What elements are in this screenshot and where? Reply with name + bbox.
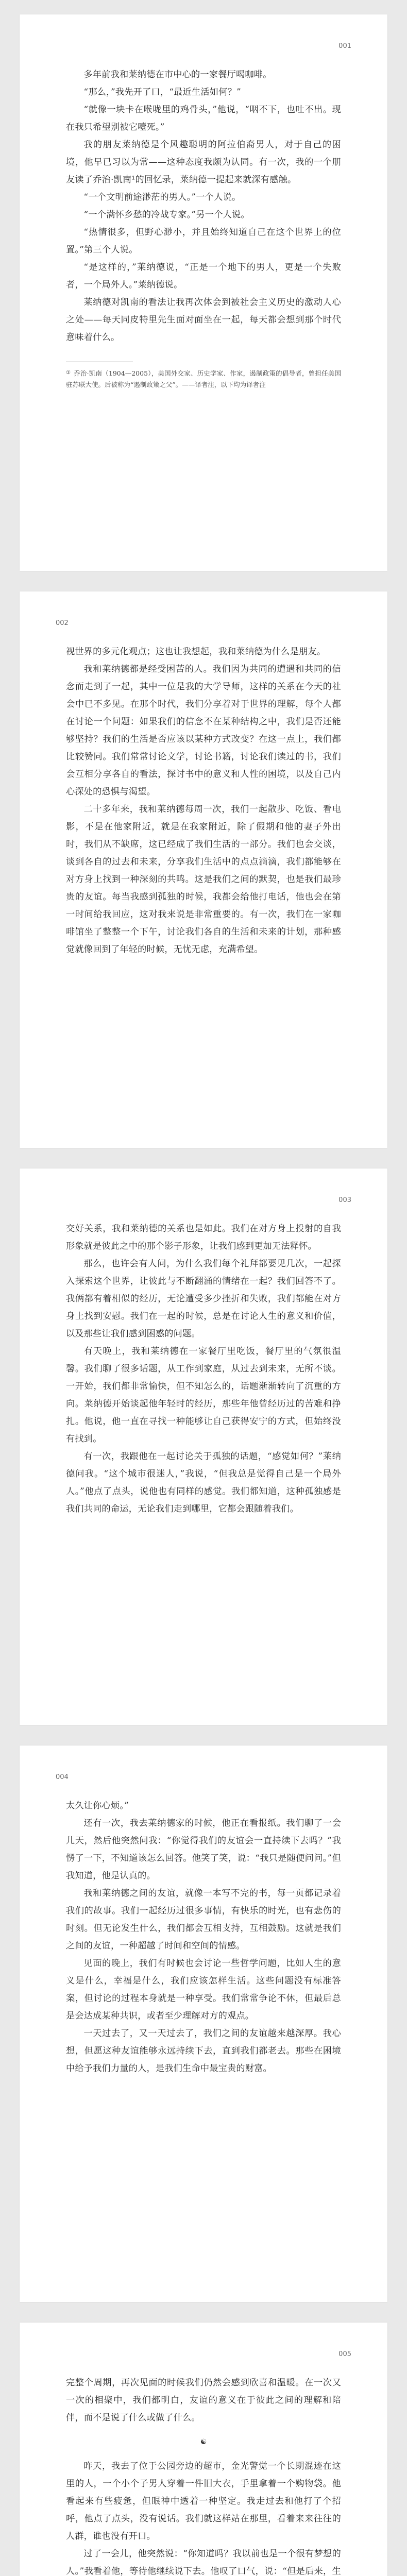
- paragraph: “就像一块卡在喉咙里的鸡骨头，”他说，“咽不下，也吐不出。现在我只希望别被它噎死。”: [66, 105, 341, 132]
- paragraph: “那么，”我先开了口，“最近生活如何？”: [83, 87, 241, 97]
- section-separator-icon: ☯: [200, 2438, 207, 2446]
- page-number: 004: [56, 1773, 69, 1781]
- paragraph: 我和莱纳德之间的友谊，就像一本写不完的书，每一页都记录着我们的故事。我们一起经历过很多事情，有快乐的时光，也有悲伤的时刻。但无论发生什么，我们都会互相支持，互相鼓励。这就是我们之间的友谊，一种超越了时间和空间的情感。: [66, 1888, 341, 1951]
- paragraph: 有一次，我跟他在一起讨论关于孤独的话题，“感觉如何？”莱纳德问我。“这个城市很迷人，”我说，“但我总是觉得自己是一个局外人。”他点了点头，说他也有同样的感觉。我们都知道，这种孤独感是我们共同的命运，无论我们走到哪里，它都会跟随着我们。: [66, 1451, 341, 1514]
- page-body: [66, 2374, 341, 2576]
- paragraph: 二十多年来，我和莱纳德每周一次，我们一起散步、吃饭、看电影，不是在他家附近，就是在我家附近，除了假期和他的妻子外出时，我们从不缺席，这已经成了我们生活的一部分。我们也会交谈，谈到各自的过去和未来，分享我们生活中的点点滴滴，我们都能够在对方身上找到一种深刻的共鸣。这是我们之间的默契，也是我们最珍贵的友谊。每当我感到孤独的时候，我都会给他打电话，他也会在第一时间给我回应，这对我来说是非常重要的。有一次，我们在一家咖啡馆坐了整整一个下午，讨论我们各自的生活和未来的计划，那种感觉就像回到了年轻的时候，无忧无虑，充满希望。: [66, 804, 341, 955]
- book-page-2: [20, 591, 387, 1148]
- book-page-5: [20, 2323, 387, 2576]
- page-body: [66, 1220, 341, 1518]
- paragraph: 太久让你心烦。”: [66, 1801, 129, 1811]
- paragraph: 昨天，我去了位于公园旁边的超市，金光警觉一个长期混迹在这里的人，一个小个子男人穿着一件旧大衣，手里拿着一个购物袋。他看起来有些疲惫，但眼神中透着一种坚定。我走过去和他打了个招呼，他点了点头，没有说话。我们就这样站在那里，看着来来往往的人群，谁也没有开口。: [66, 2461, 341, 2541]
- paragraph: “一个满怀乡愁的冷战专家。”另一个人说。: [83, 210, 250, 220]
- paragraph: “一个文明前途渺茫的男人。”一个人说。: [83, 192, 241, 202]
- book-page-1: [20, 14, 387, 571]
- paragraph: 有天晚上，我和莱纳德在一家餐厅里吃饭，餐厅里的气氛很温馨。我们聊了很多话题，从工作到家庭，从过去到未来，无所不谈。一开始，我们都非常愉快，但不知怎么的，话题渐渐转向了沉重的方向。莱纳德开始谈起他年轻时的经历，那些年他曾经历过的苦难和挣扎。他说，他一直在寻找一种能够让自己获得安宁的方式，但始终没有找到。: [66, 1346, 341, 1444]
- page-number: 002: [56, 619, 69, 627]
- paragraph: 我的朋友莱纳德是个风趣聪明的阿拉伯裔男人，对于自己的困境，他早已习以为常——这种态度我颇为认同。有一次，我的一个朋友读了乔治·凯南¹的回忆录，莱纳德一提起来就深有感触。: [66, 140, 341, 185]
- book-page-4: [20, 1745, 387, 2302]
- page-body: [66, 643, 341, 958]
- paragraph: 一天过去了，又一天过去了，我们之间的友谊越来越深厚。我心想，但愿这种友谊能够永远持续下去，直到我们都老去。那些在困境中给予我们力量的人，是我们生命中最宝贵的财富。: [66, 2028, 341, 2074]
- paragraph: “热情很多，但野心渺小，并且始终知道自己在这个世界上的位置。”第三个人说。: [66, 227, 341, 255]
- paragraph: “是这样的，”莱纳德说，“正是一个地下的男人，更是一个失败者，一个局外人。”莱纳德说。: [66, 262, 341, 290]
- paragraph: 那么，也许会有人问，为什么我们每个礼拜都要见几次，一起探入探索这个世界，让彼此与不断翻涌的情绪在一起？我们回答不了。我俩都有着相似的经历，无论遭受多少挫折和失败，我们都能在对方身上找到安慰。我们在一起的时候，总是在讨论人生的意义和价值，以及那些让我们感到困惑的问题。: [66, 1259, 341, 1339]
- page-number: 005: [338, 2350, 351, 2358]
- page-number: 003: [338, 1196, 351, 1204]
- paragraph: 我和莱纳德都是经受困苦的人。我们因为共同的遭遇和共同的信念而走到了一起，其中一位是我的大学导师，这样的关系在今天的社会中已不多见。在那个时代，我们分享着对于世界的理解，每个人都在讨论一个问题：如果我们的信念不在某种结构之中，我们是否还能够坚持？我们的生活是否应该以某种方式改变？在这一点上，我们都比较赞同。我们常常讨论文学，讨论书籍，讨论我们读过的书，我们会互相分享各自的看法，探讨书中的意义和人性的困境，以及自己内心深处的恐惧与渴望。: [66, 664, 341, 797]
- page-body: [66, 66, 341, 391]
- footnote-marker-icon: ①: [66, 370, 71, 376]
- paragraph: 过了一会儿，他突然说：“你知道吗？我以前也是一个很有梦想的人。”我看着他，等待他继续说下去。他叹了口气，说：“但是后来，生: [66, 2549, 341, 2576]
- page-number: 001: [338, 42, 351, 50]
- paragraph: 视世界的多元化观点；这也让我想起，我和莱纳德为什么是朋友。: [66, 647, 326, 657]
- footnote-text: 乔治·凯南（1904—2005），美国外交家、历史学家、作家，遏制政策的倡导者，曾担任美国驻苏联大使。后被称为“遏制政策之父”。——译者注，以下均为译者注: [66, 369, 342, 388]
- paragraph: 莱纳德对凯南的看法让我再次体会到被社会主义历史的激动人心之处——每天同皮特里先生面对面坐在一起，每天都会想到那个时代意味着什么。: [66, 297, 341, 343]
- paragraph: 见面的晚上，我们有时候也会讨论一些哲学问题，比如人生的意义是什么，幸福是什么，我们应该怎样生活。这些问题没有标准答案，但讨论的过程本身就是一种享受。我们常常争论不休，但最后总是会达成某种共识，或者至少理解对方的观点。: [66, 1958, 341, 2021]
- book-page-3: [20, 1168, 387, 1725]
- page-body: [66, 1797, 341, 2077]
- paragraph: 多年前我和莱纳德在市中心的一家餐厅喝咖啡。: [83, 70, 272, 80]
- paragraph: 还有一次，我去莱纳德家的时候，他正在看报纸。我们聊了一会儿天，然后他突然问我：“你觉得我们的友谊会一直持续下去吗？”我愣了一下，不知道该怎么回答。他笑了笑，说：“我只是随便问问。”但我知道，他是认真的。: [66, 1818, 341, 1881]
- paragraph: 交好关系，我和莱纳德的关系也是如此。我们在对方身上投射的自我形象就是彼此之中的那个影子形象，让我们感到更加无法释怀。: [66, 1224, 341, 1251]
- footnote: [66, 367, 341, 391]
- paragraph: 完整个周期，再次见面的时候我们仍然会感到欣喜和温暖。在一次又一次的相聚中，我们都明白，友谊的意义在于彼此之间的理解和陪伴，而不是说了什么或做了什么。: [66, 2378, 341, 2423]
